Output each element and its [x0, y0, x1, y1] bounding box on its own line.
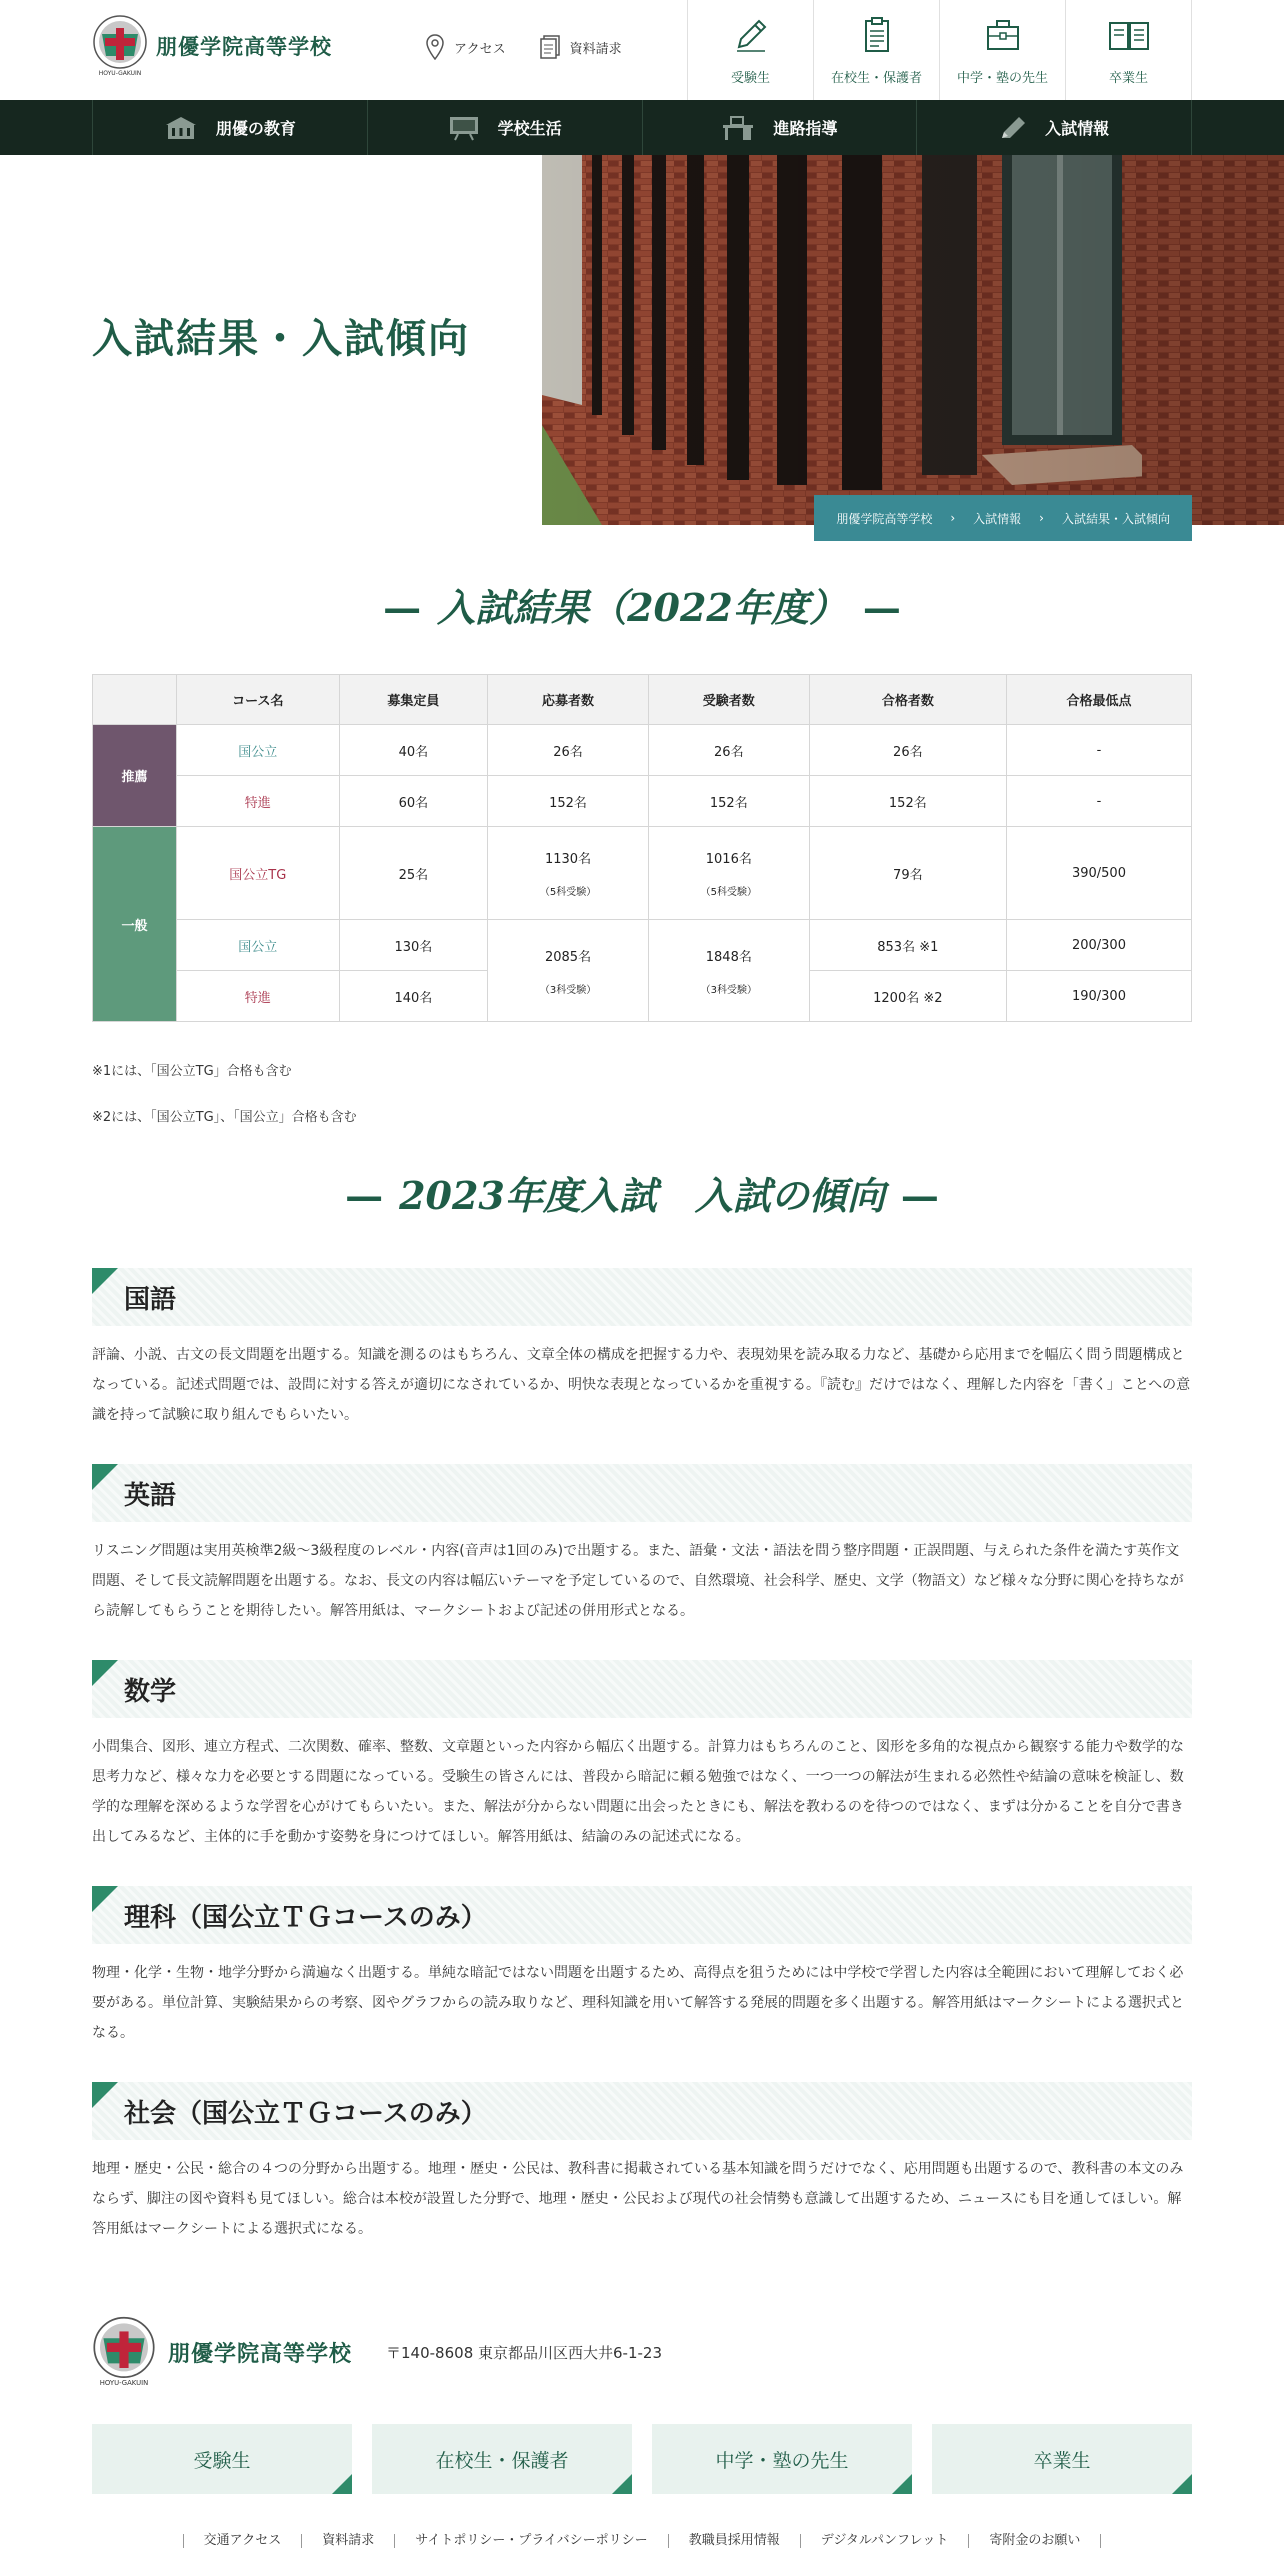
footer-button-teachers[interactable]: 中学・塾の先生: [652, 2424, 912, 2494]
subject-heading: 社会（国公立ＴＧコースのみ）: [92, 2082, 1192, 2140]
examinees-note: （5科受験）: [700, 887, 757, 898]
subject-text: 物理・化学・生物・地学分野から満遍なく出題する。単純な暗記ではない問題を出題するため、高得点を狙うためには中学校で学習した内容は全範囲において理解しておく必要がある。単位計算、実験結果からの考察、図やグラフからの読み取りなど、理科知識を用いて解答する発展的問題を多く出題する。解答用紙はマークシートによる選択式となる。: [92, 1965, 1184, 2041]
min-score: 190/300: [1006, 971, 1191, 1022]
nav-label: 朋優の教育: [215, 119, 296, 138]
document-icon: [540, 35, 560, 59]
audience-label: 受験生: [730, 70, 770, 86]
school-building-icon: [164, 115, 198, 141]
examinees: 1016名: [705, 852, 752, 867]
applicants-cell: [488, 827, 649, 920]
page-title: 入試結果・入試傾向: [92, 315, 470, 362]
subject-text: 評論、小説、古文の長文問題を出題する。知識を測るのはもちろん、文章全体の構成を把握する力や、表現効果を読み取る力など、基礎から応用までを幅広く問う問題構成となっている。記述式問題では、設問に対する答えが適切になされているか、明快な表現となっているかを重視する。『読む』だけではなく、理解した内容を「書く」ことへの意識を持って試験に取り組んでもらいたい。: [92, 1347, 1191, 1423]
footnote-2: ※2には、「国公立TG」、「国公立」合格も含む: [92, 1110, 357, 1125]
nav-career-guidance[interactable]: [643, 100, 918, 155]
applicants-cell: [488, 920, 649, 1022]
table-header-row: [93, 675, 1192, 725]
school-crest-icon: [92, 14, 148, 78]
course-name: 国公立: [177, 725, 340, 776]
trends-section: [92, 1165, 1192, 2244]
min-score: -: [1006, 776, 1191, 827]
site-footer: [92, 2314, 1192, 2548]
passed: 152名: [809, 776, 1006, 827]
table-header: 応募者数: [488, 675, 649, 725]
breadcrumb-current: 入試結果・入試傾向: [1061, 511, 1170, 526]
min-score: 390/500: [1006, 827, 1191, 920]
subject-text: リスニング問題は実用英検準2級～3級程度のレベル・内容(音声は1回のみ)で出題する。また、語彙・文法・語法を問う整序問題・正誤問題、与えられた条件を満たす英作文問題、そして長文読解問題を出題する。なお、長文の内容は幅広いテーマを予定しているので、自然環境、社会科学、歴史、文学（物語文）など様々な分野に関心を持ちながら読解してもらうことを期待したい。解答用紙は、マークシートおよび記述の併用形式となる。: [92, 1543, 1184, 1619]
min-score: -: [1006, 725, 1191, 776]
course-name: 特進: [177, 971, 340, 1022]
corner-triangle-icon: [612, 2474, 632, 2494]
results-section: [92, 577, 1192, 1125]
pencil-icon: [999, 115, 1027, 141]
footer-button-applicants[interactable]: 受験生: [92, 2424, 352, 2494]
footnote-1: ※1には、「国公立TG」合格も含む: [92, 1064, 292, 1079]
breadcrumb: [814, 495, 1192, 541]
corner-triangle-icon: [892, 2474, 912, 2494]
subject-heading: 国語: [92, 1268, 1192, 1326]
footer-link-digital-pamphlet[interactable]: デジタルパンフレット: [800, 2534, 969, 2548]
table-row: [93, 725, 1192, 776]
table-row: [93, 776, 1192, 827]
brochure-request-link[interactable]: [540, 35, 622, 59]
footer-link-access[interactable]: 交通アクセス: [183, 2534, 302, 2548]
audience-students-parents[interactable]: [814, 0, 940, 100]
breadcrumb-home[interactable]: 朋優学院高等学校: [836, 511, 933, 526]
footer-logo-row: [92, 2314, 1192, 2390]
briefcase-icon: [983, 15, 1023, 55]
table-header: 募集定員: [339, 675, 488, 725]
subject-block: [92, 1886, 1192, 2048]
corner-triangle-icon: [92, 1268, 118, 1294]
site-header: [92, 0, 1192, 100]
footer-link-donation[interactable]: 寄附金のお願い: [968, 2534, 1101, 2548]
footer-audience-buttons: [92, 2424, 1192, 2494]
logo-caption: HOYU-GAKUIN: [98, 70, 142, 77]
audience-alumni[interactable]: [1066, 0, 1192, 100]
audience-applicants[interactable]: [688, 0, 814, 100]
subject-block: [92, 1464, 1192, 1626]
subject-block: [92, 1660, 1192, 1852]
subject-heading: 数学: [92, 1660, 1192, 1718]
nav-education[interactable]: [93, 100, 368, 155]
breadcrumb-separator-icon: ›: [1039, 511, 1044, 525]
course-name: 国公立: [177, 920, 340, 971]
passed: 853名 ※1: [809, 920, 1006, 971]
trends-title: — 2023年度入試 入試の傾向 —: [345, 1173, 939, 1218]
examinees: 1848名: [705, 949, 752, 965]
nav-label: 入試情報: [1045, 119, 1110, 138]
course-name: 特進: [177, 776, 340, 827]
corner-triangle-icon: [92, 2082, 118, 2108]
nav-admissions[interactable]: [917, 100, 1192, 155]
capacity: 140名: [339, 971, 488, 1022]
audience-nav: [687, 0, 1192, 100]
brochure-request-label: 資料請求: [569, 41, 622, 57]
footer-link-brochure[interactable]: 資料請求: [301, 2534, 394, 2548]
utility-nav: [426, 34, 622, 60]
global-nav: [0, 100, 1284, 155]
subject-text: 地理・歴史・公民・総合の４つの分野から出題する。地理・歴史・公民は、教科書に掲載されている基本知識を問うだけでなく、応用問題も出題するので、教科書の本文のみならず、脚注の図や資料も見てほしい。総合は本校が設置した分野で、地理・歴史・公民および現代の社会情勢も意識して出題するため、ニュースにも目を通してほしい。解答用紙はマークシートによる選択式になる。: [92, 2161, 1184, 2237]
footer-links: [92, 2534, 1192, 2548]
applicants: 2085名: [544, 949, 592, 965]
breadcrumb-separator-icon: ›: [950, 511, 956, 525]
nav-label: 学校生活: [497, 119, 562, 138]
corner-triangle-icon: [92, 1464, 118, 1490]
audience-teachers[interactable]: [940, 0, 1066, 100]
corner-triangle-icon: [332, 2474, 352, 2494]
access-label: アクセス: [454, 41, 506, 57]
site-logo[interactable]: [92, 14, 332, 78]
capacity: 25名: [339, 827, 488, 920]
footer-button-students-parents[interactable]: 在校生・保護者: [372, 2424, 632, 2494]
examinees-note: （3科受験）: [700, 984, 757, 996]
capacity: 60名: [339, 776, 488, 827]
brick-wall-photo: [542, 155, 1284, 525]
nav-school-life[interactable]: [368, 100, 643, 155]
audience-label: 卒業生: [1108, 70, 1148, 86]
examinees-cell: [648, 827, 809, 920]
table-row: [93, 827, 1192, 920]
map-pin-icon: [426, 34, 444, 60]
hero-image-brick-wall: [542, 155, 1284, 525]
subject-block: [92, 1268, 1192, 1430]
applicants: 1130名: [544, 852, 592, 867]
footer-link-recruit[interactable]: 教職員採用情報: [668, 2534, 800, 2548]
passed: 79名: [809, 827, 1006, 920]
desk-icon: [721, 115, 755, 141]
applicants: 26名: [488, 725, 649, 776]
corner-triangle-icon: [1172, 2474, 1192, 2494]
school-name: 朋優学院高等学校: [156, 35, 332, 59]
applicants: 152名: [488, 776, 649, 827]
corner-triangle-icon: [92, 1886, 118, 1912]
table-header: 合格最低点: [1006, 675, 1191, 725]
table-header: 受験者数: [648, 675, 809, 725]
results-title: — 入試結果（2022年度） —: [383, 585, 901, 630]
footer-button-alumni[interactable]: 卒業生: [932, 2424, 1192, 2494]
pen-icon: [731, 15, 771, 55]
blackboard-icon: [448, 115, 480, 141]
clipboard-icon: [857, 15, 897, 55]
page-hero: [0, 155, 1284, 525]
logo-caption: HOYU-GAKUIN: [99, 2379, 149, 2388]
school-crest-icon: [92, 2314, 156, 2390]
footer-address: 〒140-8608 東京都品川区西大井6-1-23: [386, 2343, 663, 2362]
subject-block: [92, 2082, 1192, 2244]
table-header: 合格者数: [809, 675, 1006, 725]
book-icon: [1107, 15, 1151, 55]
category-general: 一般: [93, 827, 177, 1022]
capacity: 40名: [339, 725, 488, 776]
subject-text: 小問集合、図形、連立方程式、二次関数、確率、整数、文章題といった内容から幅広く出題する。計算力はもちろんのこと、図形を多角的な視点から観察する能力や数学的な思考力など、様々な力を必要とする問題になっている。受験生の皆さんには、普段から暗記に頼る勉強ではなく、一つ一つの解法が生まれる必然性や結論の意味を検証し、数学的な理解を深めるような学習を心がけてもらいたい。また、解法が分からない問題に出会ったときにも、解法を教わるのを待つのではなく、まずは分かることを自分で書き出してみるなど、主体的に手を動かす姿勢を身につけてほしい。解答用紙は、結論のみの記述式になる。: [92, 1739, 1184, 1845]
corner-triangle-icon: [92, 1660, 118, 1686]
table-row: [93, 920, 1192, 971]
course-name: 国公立TG: [177, 827, 340, 920]
table-header: コース名: [177, 675, 340, 725]
footer-link-policy[interactable]: サイトポリシー・プライバシーポリシー: [394, 2534, 667, 2548]
examinees: 26名: [648, 725, 809, 776]
audience-label: 在校生・保護者: [830, 70, 922, 86]
capacity: 130名: [339, 920, 488, 971]
examinees-cell: [648, 920, 809, 1022]
breadcrumb-admissions[interactable]: 入試情報: [973, 511, 1022, 526]
applicants-note: （5科受験）: [539, 887, 597, 898]
examinees: 152名: [648, 776, 809, 827]
min-score: 200/300: [1006, 920, 1191, 971]
nav-label: 進路指導: [773, 119, 838, 138]
passed: 1200名 ※2: [809, 971, 1006, 1022]
table-header-blank: [93, 675, 177, 725]
passed: 26名: [809, 725, 1006, 776]
subject-heading: 英語: [92, 1464, 1192, 1522]
footer-school-name: 朋優学院高等学校: [168, 2341, 353, 2367]
audience-label: 中学・塾の先生: [956, 70, 1048, 86]
results-table: [92, 674, 1192, 1022]
category-recommendation: 推薦: [93, 725, 177, 827]
access-link[interactable]: [426, 34, 506, 60]
applicants-note: （3科受験）: [539, 984, 597, 996]
subject-heading: 理科（国公立ＴＧコースのみ）: [92, 1886, 1192, 1944]
